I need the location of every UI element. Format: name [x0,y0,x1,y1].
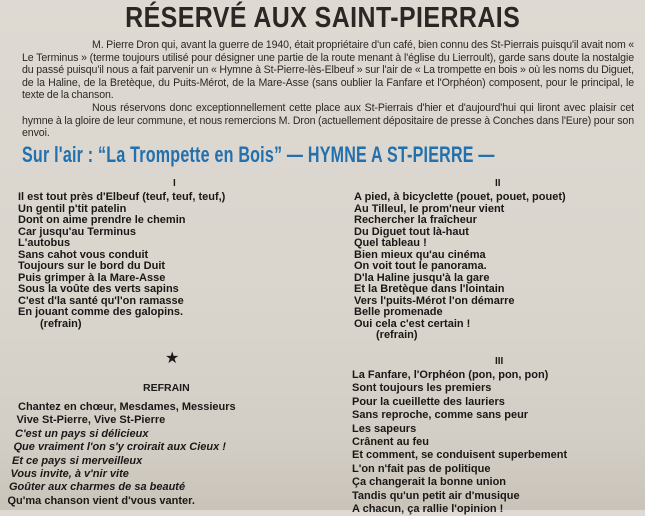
refrain-lines [6,401,236,508]
song-line: Ça changerait la bonne union [352,476,507,489]
song-line: Et ce pays si merveilleux [12,454,143,467]
song-line: En jouant comme des galopins. [18,306,184,318]
verse-2 [354,192,566,342]
song-line: Toujours sur le bord du Duit [18,260,166,272]
song-line: Quel tableau ! [354,237,427,249]
song-line: Du Diguet tout là-haut [354,225,469,238]
song-line: Sous la voûte des verts sapins [18,283,179,295]
song-line: On voit tout le panorama. [354,260,487,272]
verse-numeral: I [173,178,176,189]
song-line: Oui cela c'est certain ! [354,317,471,330]
song-line: Au Tilleul, le prom'neur vient [354,202,505,215]
song-section [0,14,645,515]
song-line: L'autobus [18,237,71,249]
song-line: Rechercher la fraîcheur [354,214,477,226]
song-line: Car jusqu'au Terminus [18,225,136,238]
song-line: Sont toujours les premiers [352,382,492,395]
song-line: A chacun, ça rallie l'opinion ! [352,502,504,515]
song-line: Un gentil p'tit patelin [18,202,127,215]
song-line: Vive St-Pierre, Vive St-Pierre [16,414,166,427]
verse-numeral: II [495,178,501,189]
intro-paragraph: Nous réservons donc exceptionnellement cette place aux St-Pierrais d'hier et d'aujourd'hui qui liront avec plaisir cet hymne à la gloire de leur commune, et nous remercions M. Dron (actuellement dépositaire de presse à Conches dans l'Eure) pour son envoi. [22,101,634,140]
song-line: Bien mieux qu'au cinéma [354,248,486,261]
intro-paragraph: M. Pierre Dron qui, avant la guerre de 1940, était propriétaire d'un café, bien connu des St-Pierrais puisqu'il avait nom « Le Terminus » (terme toujours utilisé pour désigner une partie de la route menant à l'église du Lierroult), garde sans doute la nostalgie du passé puisqu'il nous a fait parvenir un « Hymne à St-Pierre-lès-Elbeuf » sur l'air de « La trompette en bois » où les noms du Diguet, de la Haline, de la Bretèque, du Puits-Mérot, de la Mare-Asse (sans oublier la Fanfare et l'Orphéon) composent, pour le principal, le texte de la chanson. [22,39,634,102]
song-line: Crânent au feu [352,435,430,448]
song-line: Sans cahot vous conduit [18,248,149,261]
refrain-marker: (refrain) [376,329,418,341]
song-line: Dont on aime prendre le chemin [18,214,186,226]
song-line: Vous invite, à v'nir vite [10,467,129,480]
song-line: Pour la cueillette des lauriers [352,395,505,408]
song-line: L'on n'fait pas de politique [352,462,491,475]
song-line: C'est d'la santé qu'l'on ramasse [18,294,184,307]
song-line: Il est tout près d'Elbeuf (teuf, teuf, teuf,) [18,191,226,203]
refrain-marker: (refrain) [40,317,82,330]
song-line: Belle promenade [354,306,443,318]
song-line: Goûter aux charmes de sa beauté [9,481,186,494]
song-line: C'est un pays si délicieux [15,427,149,440]
refrain-heading: REFRAIN [143,382,190,394]
song-line: Et la Bretèque dans l'lointain [354,283,505,295]
song-line: Et comment, se conduisent superbement [352,449,568,462]
song-line: Vers l'puits-Mérot l'on démarre [354,294,515,307]
song-line: La Fanfare, l'Orphéon (pon, pon, pon) [352,369,549,381]
verse-1 [18,192,225,330]
verse-3 [352,369,567,516]
song-line: Puis grimper à la Mare-Asse [18,271,166,284]
song-line: A pied, à bicyclette (pouet, pouet, pouet) [354,191,566,203]
song-heading: Sur l'air : “La Trompette en Bois” — HYMNE A ST-PIERRE — [22,142,495,167]
song-line: D'la Haline jusqu'à la gare [354,271,490,284]
song-line: Sans reproche, comme sans peur [352,409,529,422]
article-title: RÉSERVÉ AUX SAINT-PIERRAIS [124,2,521,34]
song-line: Que vraiment l'on s'y croirait aux Cieux ! [13,441,226,454]
verse-numeral: III [495,356,504,367]
song-line: Qu'ma chanson vient d'vous vanter. [7,494,195,507]
song-line: Chantez en chœur, Mesdames, Messieurs [18,401,236,413]
song-line: Tandis qu'un petit air d'musique [352,489,520,502]
star-icon: ★ [165,350,180,367]
song-line: Les sapeurs [352,422,417,435]
